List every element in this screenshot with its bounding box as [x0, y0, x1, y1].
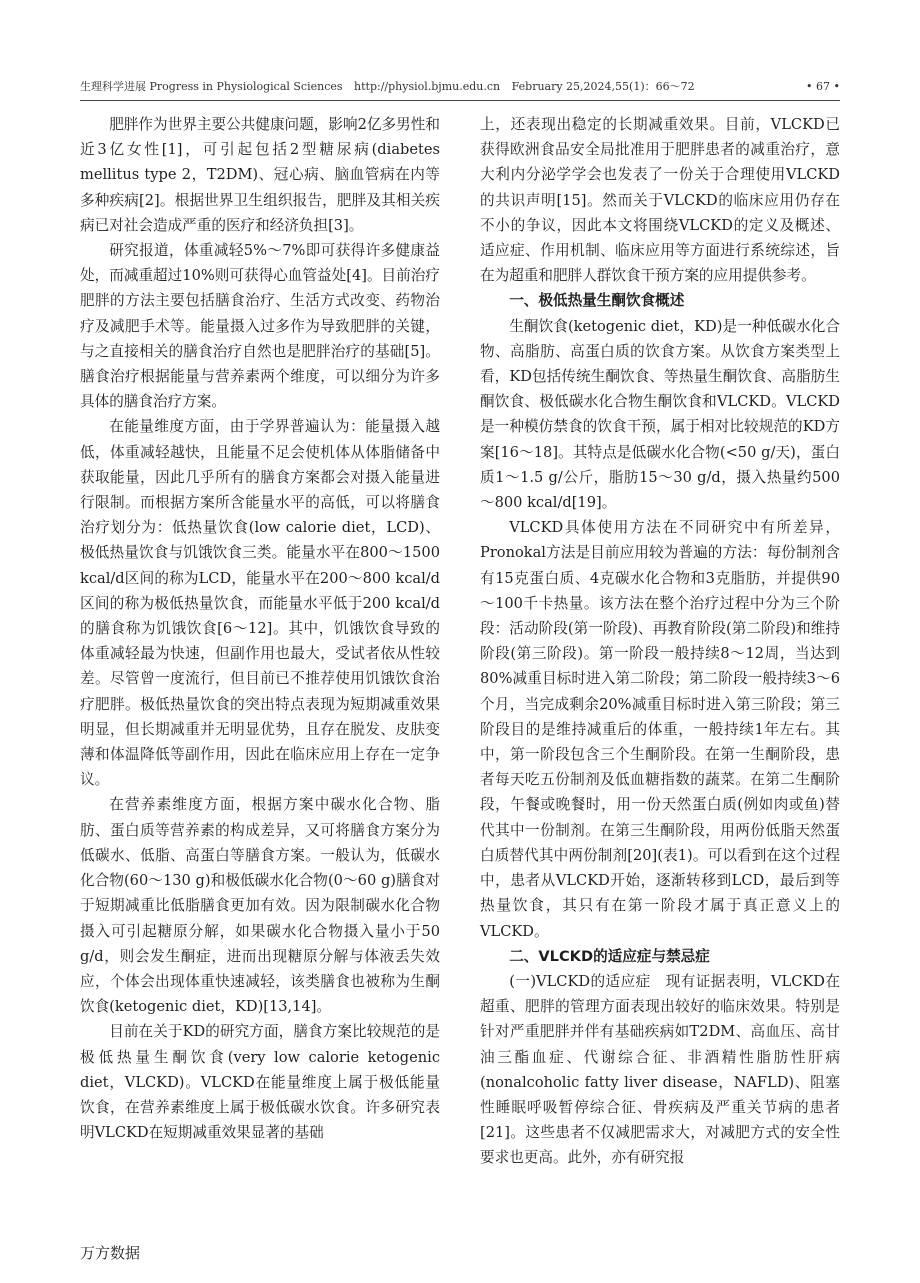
- running-head: [80, 78, 840, 101]
- left-column: [80, 112, 440, 1145]
- issue-info: February 25,2024,55(1)：66～72: [511, 80, 695, 93]
- paragraph: 生酮饮食(ketogenic diet，KD)是一种低碳水化合物、高脂肪、高蛋白质的饮食方案。从饮食方案类型上看，KD包括传统生酮饮食、等热量生酮饮食、高脂肪生酮饮食、极低碳水化合物生酮饮食和VLCKD。VLCKD是一种模仿禁食的饮食干预，属于相对比较规范的KD方案[16～18]。其特点是低碳水化合物(<50 g/天)，蛋白质1～1.5 g/公斤，脂肪15～30 g/d，摄入热量约500～800 kcal/d[19]。: [480, 317, 840, 512]
- paragraph: 在能量维度方面，由于学界普遍认为：能量摄入越低，体重减轻越快，且能量不足会使机体从体脂储备中获取能量，因此几乎所有的膳食方案都会对摄入能量进行限制。而根据方案所含能量水平的高低，可以将膳食治疗划分为：低热量饮食(low calorie diet，LCD)、极低热量饮食与饥饿饮食三类。能量水平在800～1500 kcal/d区间的称为LCD，能量水平在200～800 kcal/d区间的称为极低热量饮食，而能量水平低于200 kcal/d的膳食称为饥饿饮食[6～12]。其中，饥饿饮食导致的体重减轻最为快速，但副作用也最大，受试者依从性较差。尽管曾一度流行，但目前已不推荐使用饥饿饮食治疗肥胖。极低热量饮食的突出特点表现为短期减重效果明显，但长期减重并无明显优势，且存在脱发、皮肤变薄和体温降低等副作用，因此在临床应用上存在一定争议。: [80, 418, 440, 789]
- paragraph: 在营养素维度方面，根据方案中碳水化合物、脂肪、蛋白质等营养素的构成差异，又可将膳食方案分为低碳水、低脂、高蛋白等膳食方案。一般认为，低碳水化合物(60～130 g)和极低碳水化合物(0～60 g)膳食对于短期减重比低脂膳食更加有效。因为限制碳水化合物摄入可引起糖原分解，如果碳水化合物摄入量小于50 g/d，则会发生酮症，进而出现糖原分解与体液丢失效应，个体会出现体重快速减轻，该类膳食也被称为生酮饮食(ketogenic diet，KD)[13,14]。: [80, 796, 440, 1016]
- running-head-left: [80, 78, 703, 94]
- paragraph-continued: 上，还表现出稳定的长期减重效果。目前，VLCKD已获得欧洲食品安全局批准用于肥胖患者的减重治疗，意大利内分泌学学会也发表了一份关于合理使用VLCKD的共识声明[15]。然而关于VLCKD的临床应用仍存在不小的争议，因此本文将围绕VLCKD的定义及概述、适应症、作用机制、临床应用等方面进行系统综述，旨在为超重和肥胖人群饮食干预方案的应用提供参考。: [480, 116, 840, 285]
- section-heading-1: 一、极低热量生酮饮食概述: [509, 292, 685, 310]
- paragraph: (一)VLCKD的适应症 现有证据表明，VLCKD在超重、肥胖的管理方面表现出较好的临床效果。特别是针对严重肥胖并伴有基础疾病如T2DM、高血压、高甘油三酯血症、代谢综合征、非酒精性脂肪性肝病(nonalcoholic fatty liver disease，NAFLD)、阻塞性睡眠呼吸暂停综合征、骨疾病及严重关节病的患者[21]。这些患者不仅减肥需求大，对减肥方式的安全性要求也更高。此外，亦有研究报: [480, 972, 840, 1167]
- paragraph: 研究报道，体重减轻5%～7%即可获得许多健康益处，而减重超过10%则可获得心血管益处[4]。目前治疗肥胖的方法主要包括膳食治疗、生活方式改变、药物治疗及减肥手术等。能量摄入过多作为导致肥胖的关键，与之直接相关的膳食治疗自然也是肥胖治疗的基础[5]。膳食治疗根据能量与营养素两个维度，可以细分为许多具体的膳食治疗方案。: [80, 242, 440, 411]
- page-number: • 67 •: [806, 80, 840, 93]
- right-column: [480, 112, 840, 1171]
- paragraph: 肥胖作为世界主要公共健康问题，影响2亿多男性和近3亿女性[1]，可引起包括2型糖尿病(diabetes mellitus type 2，T2DM)、冠心病、脑血管病在内等多种疾病[2]。根据世界卫生组织报告，肥胖及其相关疾病已对社会造成严重的医疗和经济负担[3]。: [80, 116, 440, 234]
- journal-url[interactable]: http://physiol.bjmu.edu.cn: [354, 80, 501, 93]
- wanfang-logo: 万方数据: [80, 1244, 141, 1262]
- paragraph: VLCKD具体使用方法在不同研究中有所差异，Pronokal方法是目前应用较为普遍的方法：每份制剂含有15克蛋白质、4克碳水化合物和3克脂肪，并提供90～100千卡热量。该方法在整个治疗过程中分为三个阶段：活动阶段(第一阶段)、再教育阶段(第二阶段)和维持阶段(第三阶段)。第一阶段一般持续8～12周，当达到80%减重目标时进入第二阶段；第二阶段一般持续3～6个月，当完成剩余20%减重目标时进入第三阶段；第三阶段目的是维持减重后的体重，一般持续1年左右。其中，第一阶段包含三个生酮阶段。在第一生酮阶段，患者每天吃五份制剂及低血糖指数的蔬菜。在第二生酮阶段，午餐或晚餐时，用一份天然蛋白质(例如肉或鱼)替代其中一份制剂。在第三生酮阶段，用两份低脂天然蛋白质替代其中两份制剂[20](表1)。可以看到在这个过程中，患者从VLCKD开始，逐渐转移到LCD，最后到等热量饮食，其只有在第一阶段才属于真正意义上的VLCKD。: [480, 519, 840, 940]
- section-heading-2: 二、VLCKD的适应症与禁忌症: [509, 947, 710, 965]
- journal-name: 生理科学进展 Progress in Physiological Sciences: [80, 80, 343, 93]
- paragraph: 目前在关于KD的研究方面，膳食方案比较规范的是极低热量生酮饮食(very low calorie ketogenic diet，VLCKD)。VLCKD在能量维度上属于极低能量饮食，在营养素维度上属于极低碳水饮食。许多研究表明VLCKD在短期减重效果显著的基础: [80, 1023, 440, 1142]
